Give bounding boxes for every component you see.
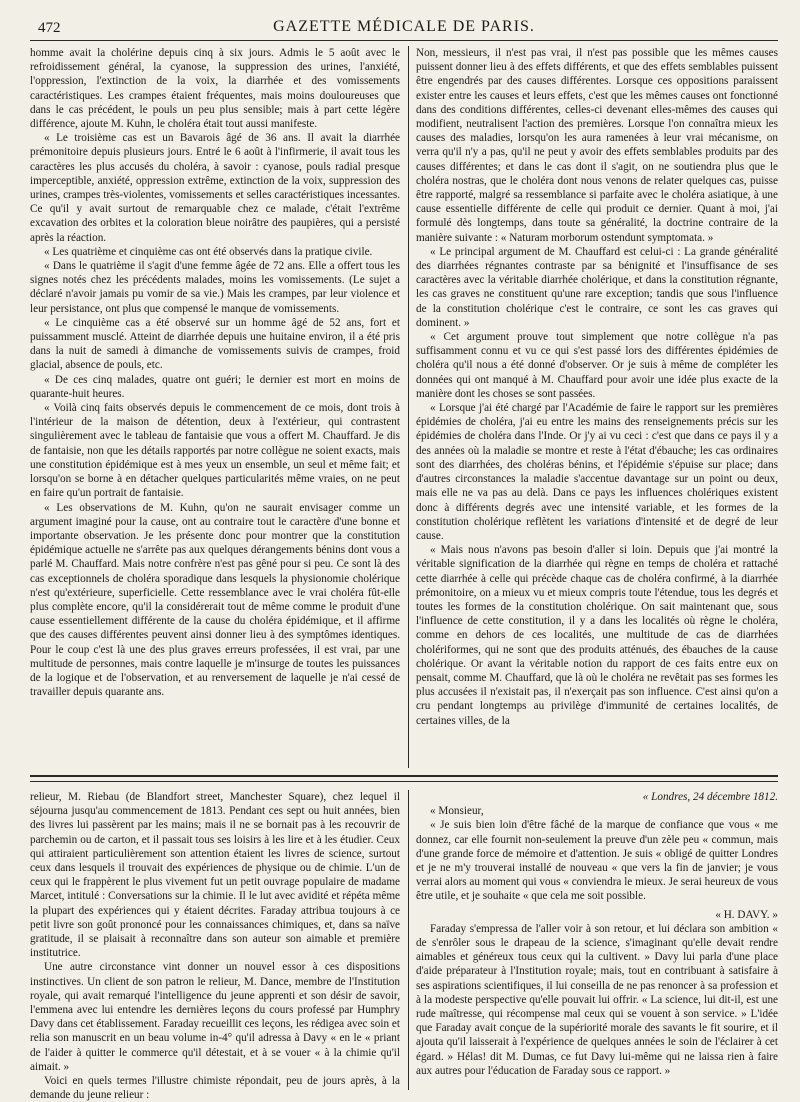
paragraph: « Mais nous n'avons pas besoin d'aller si loin. Depuis que j'ai montré la véritable signification de la diarrhée qui règne en temps de choléra et rattaché cette diarrhée à celle qui précède chaque cas de choléra confirmé, à la diarrhée prémonitoire, on a mieux vu et mieux compris toute l'étendue, tous les degrés et toutes les formes de la constitution cholérique. On sait maintenant que, sous l'influence de cette constitution, il y a dans les localités où règne le choléra, comme en dehors de ces localités, une multitude de cas de diarrhées cholériformes, qui ne sont que des produits atténués, des ébauches de la cause cholérique. Or avant la véritable notion du rapport de ces faits entre eux on pensait, comme M. Chauffard, que là où le choléra ne revêtait pas ses formes les plus accusées il n'existait pas, il n'exerçait pas son influence. C'est ainsi qu'on a cru pendant longtemps au privilège d'immunité de certaines localités, de certaines villes, de la [416, 544, 778, 727]
column-bottom-left [30, 790, 400, 1102]
page-number: 472 [38, 20, 61, 36]
paragraph: « Cet argument prouve tout simplement que notre collègue n'a pas suffisamment connu et vu ce qui s'est passé lors des différentes épidémies de choléra qu'il nous a été donné d'observer. Or je suis à même de compléter les données qui ont manqué à M. Chauffard pour avoir une idée plus exacte de la manière dont les choses se sont passées. [416, 331, 778, 400]
letter-signature: « H. DAVY. » [715, 908, 778, 921]
column-divider-top [408, 46, 409, 768]
header-rule [30, 40, 778, 41]
page-header [30, 14, 778, 38]
letter-salutation: « Monsieur, [430, 805, 484, 818]
section-divider [30, 775, 778, 777]
column-bottom-right [416, 790, 778, 1090]
paragraph: « Le troisième cas est un Bavarois âgé de 36 ans. Il avait la diarrhée prémonitoire depuis plusieurs jours. Entré le 6 août à l'infirmerie, il avait tous les caractères les plus accusés du choléra, à savoir : cyanose, pouls radial presque imperceptible, anxiété, oppression extrême, extinction de la voix, suppression des urines, crampes très-violentes, vomissements et selles caractéristiques incessantes. Ce qu'il y avait surtout de remarquable chez ce malade, c'était l'extrême excavation des orbites et la coloration bleue noirâtre des paupières, qui a persisté après la réaction. [30, 132, 400, 244]
column-divider-bottom [408, 790, 409, 1090]
paragraph: « Dans le quatrième il s'agit d'une femme âgée de 72 ans. Elle a offert tous les signes notés chez les précédents malades, moins les vomissements. (Le sujet a déclaré n'avoir jamais pu vomir de sa vie.) Mais les crampes, par leur violence et leur persistance, ont plus que compensé le manque de vomissements. [30, 260, 400, 315]
paragraph: « Les quatrième et cinquième cas ont été observés dans la pratique civile. [44, 245, 373, 258]
paragraph: Voici en quels termes l'illustre chimiste répondait, peu de jours après, à la demande du jeune relieur : [30, 1075, 400, 1102]
journal-title: GAZETTE MÉDICALE DE PARIS. [273, 18, 535, 35]
paragraph: homme avait la cholérine depuis cinq à six jours. Admis le 5 août avec le refroidissement général, la cyanose, la suppression des urines, l'anxiété, l'oppression, l'extinction de la voix, la diarrhée et des vomissements caractéristiques. Les crampes étaient fréquentes, mais moins douloureuses que dans le cas précédent, le pouls un peu plus sensible; mais à part cette légère différence, ajoute M. Kuhn, le choléra était tout aussi manifeste. [30, 47, 400, 131]
paragraph: « Les observations de M. Kuhn, qu'on ne saurait envisager comme un argument imaginé pour la cause, ont au contraire tout le caractère d'une bonne et importante observation. Je les présente donc pour montrer que la constitution épidémique actuelle ne s'arrête pas aux quelques dérangements bénins dont vous a parlé M. Chauffard. Mais notre confrère n'est pas gêné pour si peu. Ce sont là des cas exceptionnels de choléra sporadique dans lesquels la physionomie cholérique n'est qu'extérieure, superficielle. Cette ressemblance avec le vrai choléra fût-elle plus complète encore, qu'il la considérerait tout de même comme le produit d'une cause essentiellement différente de la cause du choléra épidémique, et il affirme que des causes différentes peuvent ainsi donner lieu à des symptômes identiques. Pour le coup c'est là une des plus graves erreurs professées, il est vrai, par une multitude de personnes, mais contre laquelle je m'insurge de toutes les puissances de la logique et de l'observation, et au renversement de laquelle je n'ai cessé de travailler depuis quarante ans. [30, 501, 400, 699]
paragraph: Faraday s'empressa de l'aller voir à son retour, et lui déclara son ambition « de s'enrôler sous le drapeau de la science, s'imaginant qu'elle devait rendre aimables et généreux tous ceux qui la cultivent. » Davy lui parla d'une place d'aide préparateur à l'Institution royale; mais, tout en contribuant à satisfaire à ses aspirations scientifiques, il lui conseilla de ne pas renoncer à sa profession et à la modeste perspective qu'elle pouvait lui offrir. « La science, lui dit-il, est une rude maîtresse, qui récompense mal ceux qui se vouent à son service. » L'idée que Faraday avait conçue de la supériorité morale des savants le fit sourire, et il ajouta qu'il laisserait à l'expérience de quelques années le soin de l'éclairer à cet égard. » Hélas! dit M. Dumas, ce fut Davy lui-même qui ne laissa rien à faire aux autres pour l'éducation de Faraday sous ce rapport. » [416, 922, 778, 1077]
letter-body: « Je suis bien loin d'être fâché de la marque de confiance que vous « me donnez, car elle fournit non-seulement la preuve d'un zèle peu « commun, mais d'une grande force de mémoire et d'attention. Je suis « obligé de quitter Londres et je ne m'y trouverai installé de nouveau « que vers la fin de janvier; je vous verrai alors au moment qui vous « conviendra le mieux. Je serai heureux de vous être utile, et je souhaite « que cela me soit possible. [416, 819, 778, 903]
paragraph: « Voilà cinq faits observés depuis le commencement de ce mois, dont trois à l'intérieur de la maison de détention, deux à l'extérieur, qui contrastent singulièrement avec le tableau de fantaisie que vous a offert M. Chauffard. Je dis de fantaisie, non que les détails rapportés par notre collègue ne soient exacts, mais une constitution épidémique est à mes yeux un ensemble, un seul et même fait; et lorsqu'on se borne à en détacher quelques particularités même vraies, on ne peut en faire qu'un portrait de fantaisie. [30, 402, 400, 500]
paragraph: « De ces cinq malades, quatre ont guéri; le dernier est mort en moins de quarante-huit heures. [30, 373, 400, 400]
paragraph: Non, messieurs, il n'est pas vrai, il n'est pas possible que les mêmes causes puissent donner lieu à des effets différents, et que des effets semblables puissent être engendrés par des causes différentes. Lorsque ces oppositions paraissent exister entre les causes et leurs effets, c'est que les mêmes causes ont fonctionné dans des conditions différentes, celles-ci devenant elles-mêmes des causes qui modifient, neutralisent l'action des premières. Lorsque l'on connaîtra mieux les causes des maladies, lorsqu'on les aura ramenées à leur vrai mécanisme, on verra qu'il n'y a pas, qu'il ne peut y avoir des effets semblables produits par des causes différentes; et dans le cas dont il s'agit, on ne soutiendra plus que le choléra nostras, que le choléra dont nous venons de relater quelques cas, puisse être rapporté, malgré sa ressemblance si parfaite avec le choléra asiatique, à une cause essentielle différente de celle qui produit ce dernier. Quant à moi, j'ai formulé dès longtemps, dans toute sa généralité, la doctrine contraire de la manière suivante : « Naturam morborum ostendunt symptomata. » [416, 47, 778, 244]
column-top-right [416, 46, 778, 768]
paragraph: « Le principal argument de M. Chauffard est celui-ci : La grande généralité des diarrhées régnantes contraste par sa bénignité et l'insuffisance de ses caractères avec la véritable diarrhée cholérique, et dans la constitution régnante, les cas graves ne constituent qu'une rare exception; tandis que sous l'influence de la constitution cholérique c'est le contraire, ce sont les cas graves qui dominent. » [416, 245, 778, 329]
section-divider-thin [30, 781, 778, 782]
column-top-left [30, 46, 400, 768]
paragraph: « Lorsque j'ai été chargé par l'Académie de faire le rapport sur les premières épidémies de choléra, j'ai eu entre les mains des renseignements précis sur les épidémies de choléra dans l'Inde. Or j'y ai vu ceci : c'est que dans ce pays il y a des années où la maladie se montre et reste à l'état d'ébauche; les cas ordinaires sont des diarrhées, des choléras bénins, et l'épidémie s'épuise sur place; dans d'autres circonstances la maladie s'accentue davantage sur un point ou deux, mais elle ne va pas au delà. Dans ce pays les influences cholériques existent donc à différents degrés avec une intensité variable, et les formes de la constitution cholérique reflètent les variations d'intensité et de degré de leur cause. [416, 402, 778, 542]
paragraph: relieur, M. Riebau (de Blandfort street, Manchester Square), chez lequel il séjourna jusqu'au commencement de 1813. Pendant ces sept ou huit années, bien des livres lui passèrent par les mains; mais il ne se bornait pas à les recouvrir de parchemin ou de carton, et il passait tous ses loisirs à les lire et à les étudier. Ceux qui attiraient particulièrement son attention étaient les livres de science, surtout ceux dans lesquels il trouvait des expériences de physique ou de chimie. L'un de ceux qui le frappèrent le plus vivement fut un petit ouvrage populaire de madame Marcet, intitulé : Conversations sur la chimie. Il le lut avec avidité et répéta même la plupart des expériences qui y étaient décrites. Faraday attribua toujours à ce petit livre son goût prononcé pour les connaissances chimiques, et, dans sa naïve gratitude, il se plaisait à reconnaître dans son auteur son aimable et première institutrice. [30, 791, 400, 960]
paragraph: Une autre circonstance vint donner un nouvel essor à ces dispositions instinctives. Un client de son patron le relieur, M. Dance, membre de l'Institution royale, qui avait remarqué l'intelligence du jeune apprenti et son désir de savoir, l'emmena avec lui entendre les dernières leçons du cours professé par Humphry Davy dans cet établissement. Faraday recueillit ces leçons, les rédigea avec soin et relia son manuscrit en un beau volume in-4° qu'il adressa à Davy « en le « priant de l'aider à quitter le commerce qu'il détestait, et à se vouer « à la chimie qu'il aimait. » [30, 961, 400, 1073]
letter-date: « Londres, 24 décembre 1812. [642, 791, 778, 803]
paragraph: « Le cinquième cas a été observé sur un homme âgé de 52 ans, fort et puissamment musclé. Atteint de diarrhée depuis une huitaine environ, il a été pris dans la nuit de samedi à dimanche de vomissements suivis de crampes, froid glacial, absence de pouls, etc. [30, 316, 400, 372]
